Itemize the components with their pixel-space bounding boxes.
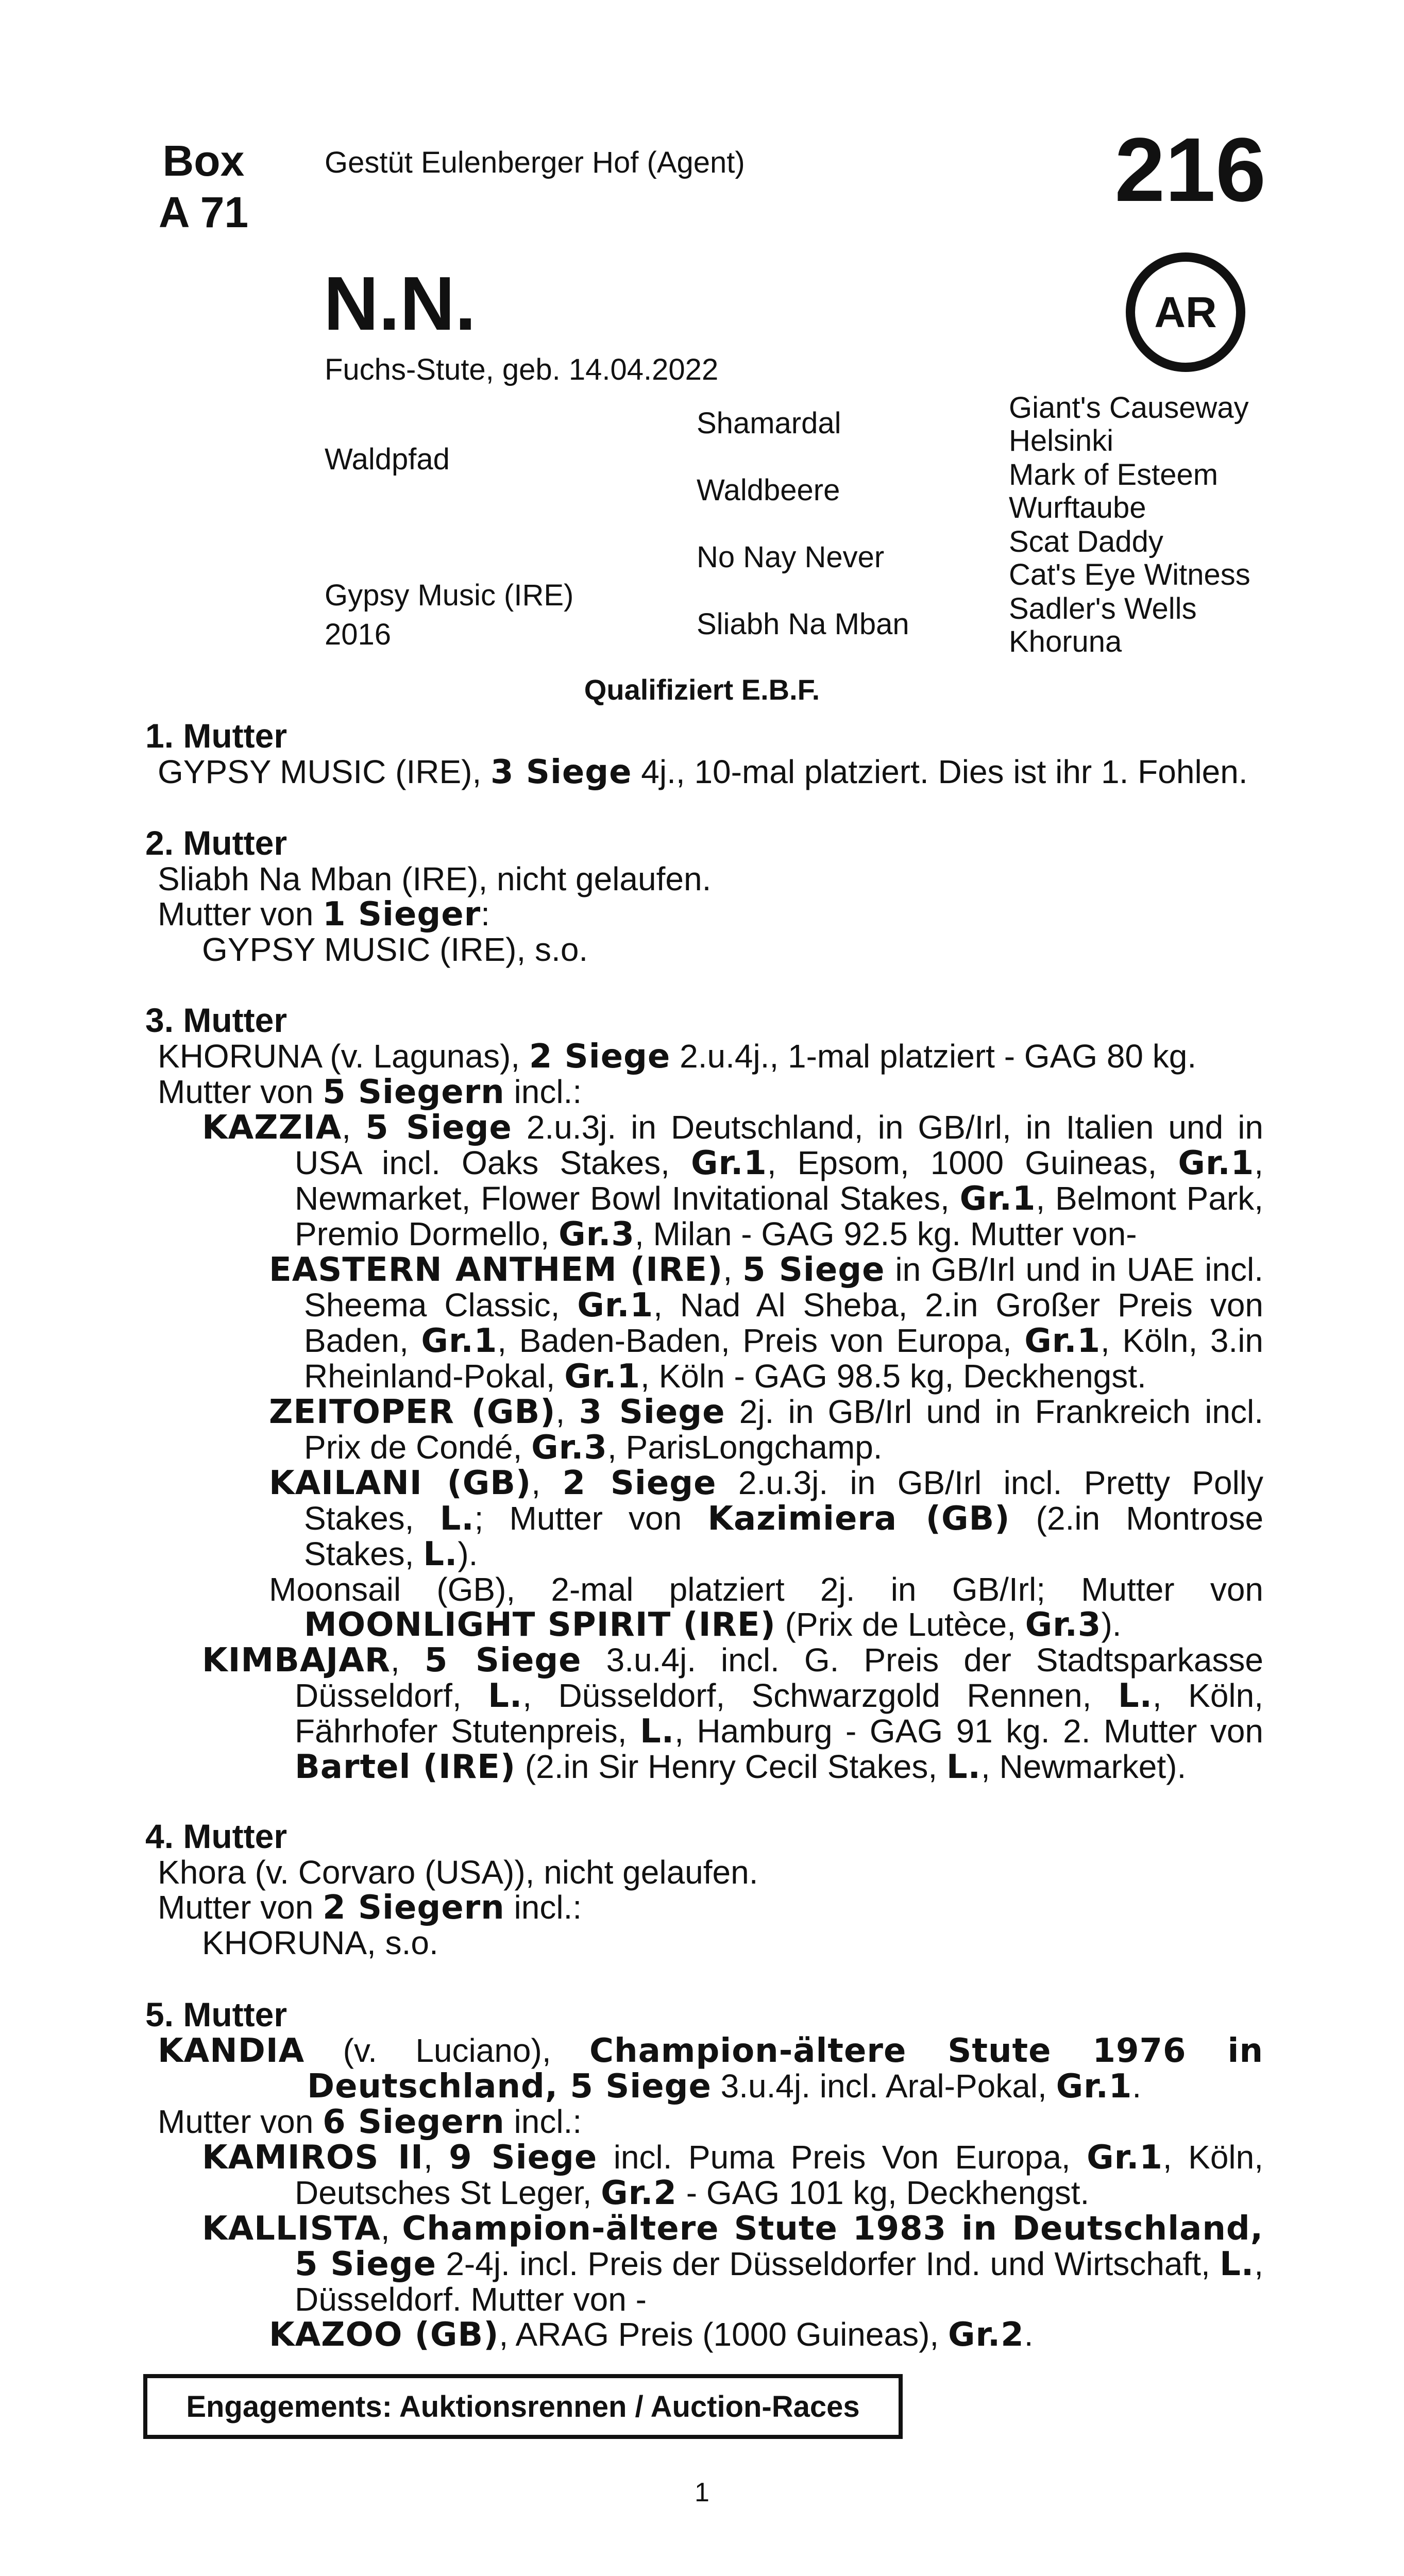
section-4-mutter (145, 1818, 1263, 1960)
offspring-entry-kazoo: KAZOO (GB), ARAG Preis (1000 Guineas), Gr.2. (269, 2316, 1034, 2354)
pedigree-sire: Waldpfad (325, 443, 450, 476)
mother-of-line: Mutter von 2 Siegern incl.: (158, 1889, 582, 1927)
page-number: 1 (695, 2478, 709, 2507)
offspring-entry-eastern-anthem: EASTERN ANTHEM (IRE), 5 Siege in GB/Irl und in UAE incl. Sheema Classic, Gr.1, Nad Al Sheba, 2.in Großer Preis von Baden, Gr.1, Baden-Baden, Preis von Europa, Gr.1, Köln, 3.in Rheinland-Pokal, Gr.1, Köln - GAG 98.5 kg, Deckhengst. (269, 1251, 1264, 1396)
pedigree-dam-year: 2016 (325, 618, 392, 651)
pedigree-great-grandparent: Cat's Eye Witness (1009, 558, 1250, 591)
lot-number: 216 (1114, 120, 1266, 221)
section-heading: 4. Mutter (145, 1817, 287, 1855)
section-heading: 2. Mutter (145, 824, 287, 862)
pedigree-dam: Gypsy Music (IRE) (325, 579, 574, 612)
ar-badge-icon (1126, 252, 1245, 372)
pedigree-grandparent: Sliabh Na Mban (697, 607, 909, 641)
pedigree-great-grandparent: Mark of Esteem (1009, 458, 1219, 492)
section-text: GYPSY MUSIC (IRE), 3 Siege 4j., 10-mal platziert. Dies ist ihr 1. Fohlen. (158, 753, 1248, 791)
section-text: KHORUNA (v. Lagunas), 2 Siege 2.u.4j., 1-mal platziert - GAG 80 kg. (158, 1038, 1197, 1076)
pedigree-great-grandparent: Giant's Causeway (1009, 391, 1249, 425)
pedigree-grandparent: Waldbeere (697, 473, 840, 507)
section-5-mutter (145, 1996, 1263, 2352)
engagements-box (143, 2374, 903, 2439)
agent-name: Gestüt Eulenberger Hof (Agent) (325, 146, 745, 179)
offspring-line: KHORUNA, s.o. (202, 1924, 438, 1961)
section-heading: 5. Mutter (145, 1995, 287, 2033)
offspring-line: GYPSY MUSIC (IRE), s.o. (202, 931, 588, 968)
pedigree-great-grandparent: Scat Daddy (1009, 525, 1163, 558)
pedigree-great-grandparent: Helsinki (1009, 424, 1114, 457)
engagements-label: Engagements: Auktionsrennen / Auction-Races (186, 2389, 860, 2424)
box-number: A 71 (158, 188, 249, 236)
section-2-mutter (145, 824, 1263, 967)
pedigree-great-grandparent: Khoruna (1009, 625, 1122, 658)
offspring-entry-zeitoper: ZEITOPER (GB), 3 Siege 2j. in GB/Irl und in Frankreich incl. Prix de Condé, Gr.3, ParisLongchamp. (269, 1393, 1264, 1467)
pedigree-great-grandparent: Wurftaube (1009, 491, 1146, 524)
offspring-entry-kallista: KALLISTA, Champion-ältere Stute 1983 in Deutschland, 5 Siege 2-4j. incl. Preis der Düsseldorfer Ind. und Wirtschaft, L., Düsseldorf. Mutter von - (202, 2210, 1264, 2318)
section-heading: 3. Mutter (145, 1001, 287, 1039)
mother-of-line: Mutter von 5 Siegern incl.: (158, 1073, 582, 1111)
mother-of-line: Mutter von 1 Sieger: (158, 895, 490, 934)
pedigree-great-grandparent: Sadler's Wells (1009, 592, 1197, 625)
box-label-block (144, 135, 263, 238)
horse-description: Fuchs-Stute, geb. 14.04.2022 (325, 353, 719, 386)
section-3-mutter (145, 1002, 1263, 1785)
pedigree-grandparent: No Nay Never (697, 540, 885, 574)
section-heading: 1. Mutter (145, 717, 287, 755)
section-1-mutter (145, 717, 1263, 790)
qualification: Qualifiziert E.B.F. (584, 673, 820, 706)
horse-name: N.N. (324, 261, 476, 346)
section-text: Khora (v. Corvaro (USA)), nicht gelaufen. (158, 1854, 758, 1891)
box-label: Box (162, 137, 245, 185)
offspring-entry-kimbajar: KIMBAJAR, 5 Siege 3.u.4j. incl. G. Preis der Stadtsparkasse Düsseldorf, L., Düsseldorf, Schwarzgold Rennen, L., Köln, Fährhofer Stutenpreis, L., Hamburg - GAG 91 kg. 2. Mutter von Bartel (IRE) (2.in Sir Henry Cecil Stakes, L., Newmarket). (202, 1641, 1264, 1786)
pedigree-grandparent: Shamardal (697, 406, 841, 440)
offspring-entry-moonsail: Moonsail (GB), 2-mal platziert 2j. in GB/Irl; Mutter von MOONLIGHT SPIRIT (IRE) (Prix de Lutèce, Gr.3). (269, 1571, 1263, 1644)
offspring-entry-kailani: KAILANI (GB), 2 Siege 2.u.3j. in GB/Irl incl. Pretty Polly Stakes, L.; Mutter von Kazimiera (GB) (2.in Montrose Stakes, L.). (269, 1464, 1264, 1573)
offspring-entry-kamiros: KAMIROS II, 9 Siege incl. Puma Preis Von Europa, Gr.1, Köln, Deutsches St Leger, Gr.2 - GAG 101 kg, Deckhengst. (202, 2139, 1263, 2212)
dam-entry-kandia: KANDIA (v. Luciano), Champion-ältere Stute 1976 in Deutschland, 5 Siege 3.u.4j. incl. Aral-Pokal, Gr.1. (158, 2032, 1263, 2106)
badge-text: AR (1154, 287, 1217, 336)
offspring-entry-kazzia: KAZZIA, 5 Siege 2.u.3j. in Deutschland, in GB/Irl, in Italien und in USA incl. Oaks Stakes, Gr.1, Epsom, 1000 Guineas, Gr.1, Newmarket, Flower Bowl Invitational Stakes, Gr.1, Belmont Park, Premio Dormello, Gr.3, Milan - GAG 92.5 kg. Mutter von- (202, 1109, 1264, 1253)
section-text: Sliabh Na Mban (IRE), nicht gelaufen. (158, 860, 712, 897)
mother-of-line: Mutter von 6 Siegern incl.: (158, 2103, 582, 2141)
